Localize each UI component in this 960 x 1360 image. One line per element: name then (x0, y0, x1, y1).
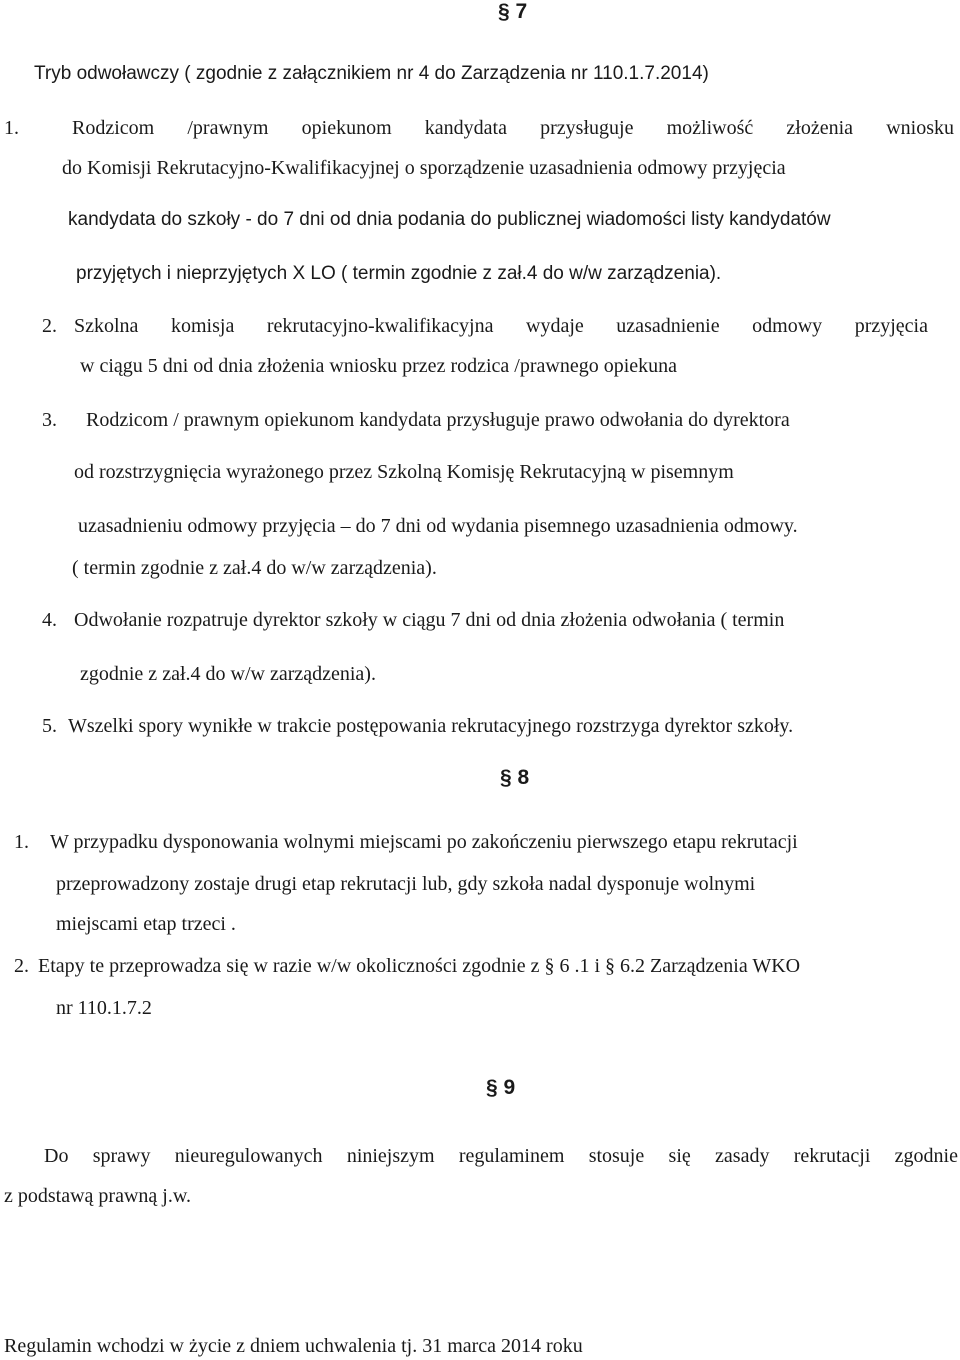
s8-item-1-number: 1. (14, 831, 29, 853)
item-1-line-3: kandydata do szkoły - do 7 dni od dnia podania do publicznej wiadomości listy kandydatów (68, 209, 831, 230)
item-3-line-4: ( termin zgodnie z zał.4 do w/w zarządzenia). (72, 557, 437, 579)
s8-item-2-line-1: Etapy te przeprowadza się w razie w/w okoliczności zgodnie z § 6 .1 i § 6.2 Zarządzenia WKO (38, 955, 801, 977)
item-5-number: 5. (42, 715, 57, 737)
section-7-heading: § 7 (498, 0, 528, 23)
item-1-line-2: do Komisji Rekrutacyjno-Kwalifikacyjnej o sporządzenie uzasadnienia odmowy przyjęcia (62, 157, 786, 179)
item-1-line-4: przyjętych i nieprzyjętych X LO ( termin zgodnie z zał.4 do w/w zarządzenia). (76, 263, 722, 284)
s8-item-2-number: 2. (14, 955, 29, 977)
s9-line-1: Do sprawy nieuregulowanych niniejszym regulaminem stosuje się zasady rekrutacji zgodnie (44, 1145, 958, 1167)
item-3-line-3: uzasadnieniu odmowy przyjęcia – do 7 dni od wydania pisemnego uzasadnienia odmowy. (78, 515, 798, 537)
item-2-line-1: Szkolna komisja rekrutacyjno-kwalifikacyjna wydaje uzasadnienie odmowy przyjęcia (74, 315, 928, 337)
section-8-heading: § 8 (500, 766, 530, 789)
s8-item-1-line-2: przeprowadzony zostaje drugi etap rekrutacji lub, gdy szkoła nadal dysponuje wolnymi (56, 873, 756, 895)
regulation-effective-date: Regulamin wchodzi w życie z dniem uchwalenia tj. 31 marca 2014 roku (4, 1335, 583, 1357)
item-1-number: 1. (4, 117, 19, 139)
item-2-number: 2. (42, 315, 57, 337)
section-9-heading: § 9 (486, 1076, 516, 1099)
s8-item-1-line-1: W przypadku dysponowania wolnymi miejscami po zakończeniu pierwszego etapu rekrutacji (50, 831, 798, 853)
s8-item-2-line-2: nr 110.1.7.2 (56, 997, 152, 1019)
appeal-procedure-intro: Tryb odwoławczy ( zgodnie z załącznikiem nr 4 do Zarządzenia nr 110.1.7.2014) (34, 63, 709, 84)
item-3-line-2: od rozstrzygnięcia wyrażonego przez Szkolną Komisję Rekrutacyjną w pisemnym (74, 461, 734, 483)
item-4-number: 4. (42, 609, 57, 631)
item-5-line-1: Wszelki spory wynikłe w trakcie postępowania rekrutacyjnego rozstrzyga dyrektor szkoły. (68, 715, 794, 737)
item-3-number: 3. (42, 409, 57, 431)
s9-line-2: z podstawą prawną j.w. (4, 1185, 191, 1207)
item-3-line-1: Rodzicom / prawnym opiekunom kandydata przysługuje prawo odwołania do dyrektora (86, 409, 790, 431)
item-1-line-1: Rodzicom /prawnym opiekunom kandydata przysługuje możliwość złożenia wniosku (72, 117, 954, 139)
item-4-line-1: Odwołanie rozpatruje dyrektor szkoły w ciągu 7 dni od dnia złożenia odwołania ( termin (74, 609, 785, 631)
item-2-line-2: w ciągu 5 dni od dnia złożenia wniosku przez rodzica /prawnego opiekuna (80, 355, 678, 377)
s8-item-1-line-3: miejscami etap trzeci . (56, 913, 236, 935)
item-4-line-2: zgodnie z zał.4 do w/w zarządzenia). (80, 663, 376, 685)
